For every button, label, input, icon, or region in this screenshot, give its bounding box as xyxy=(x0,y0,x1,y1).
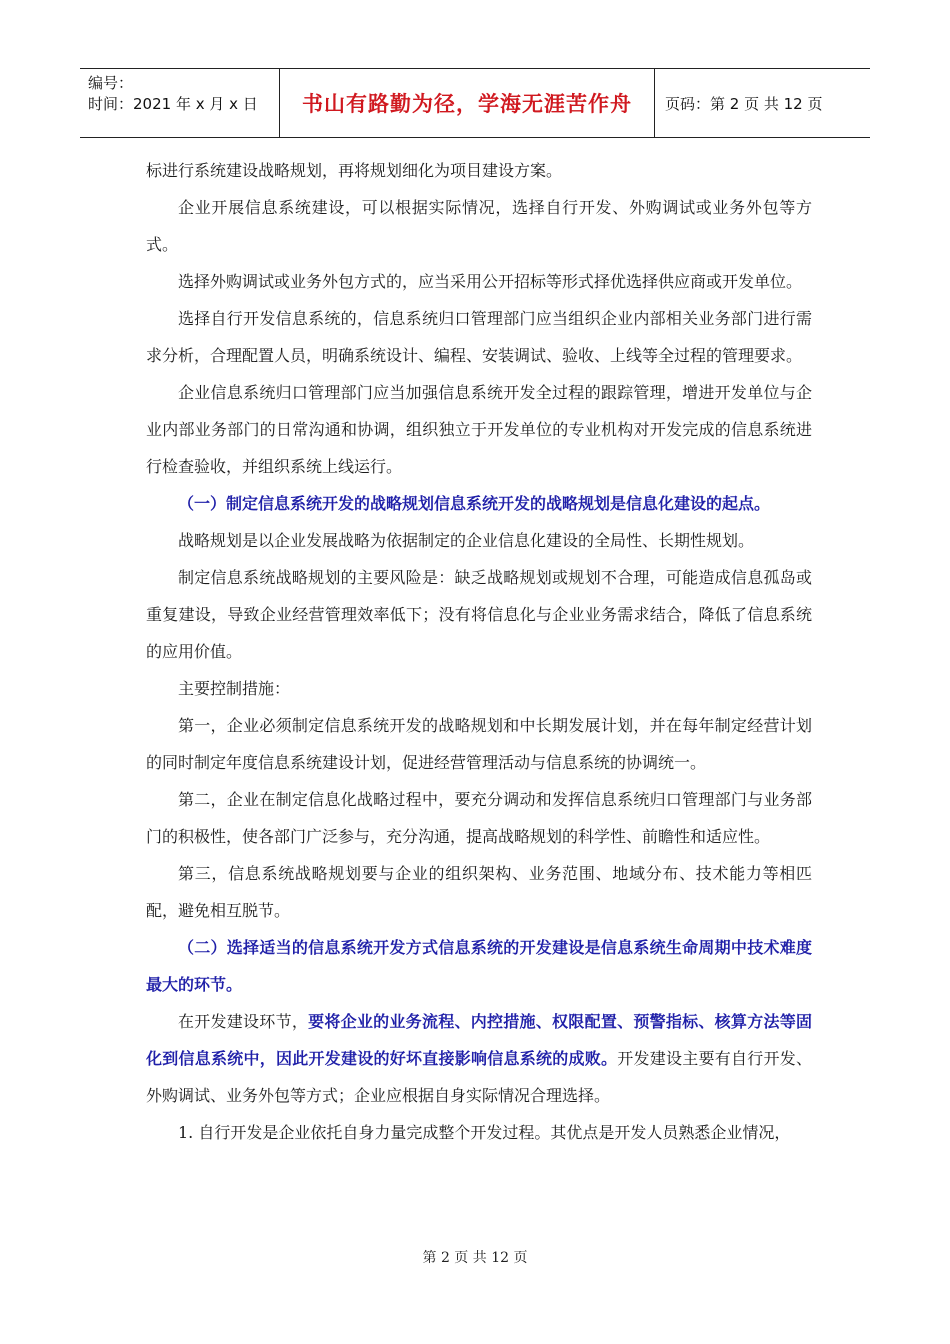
paragraph: 选择外购调试或业务外包方式的，应当采用公开招标等形式择优选择供应商或开发单位。 xyxy=(178,272,803,291)
paragraph xyxy=(146,1003,812,1114)
motto: 书山有路勤为径，学海无涯苦作舟 xyxy=(280,69,655,137)
time-label: 时间：2021 年 x 月 x 日 xyxy=(88,95,258,113)
header-table xyxy=(80,68,870,138)
paragraph: 企业信息系统归口管理部门应当加强信息系统开发全过程的跟踪管理，增进开发单位与企业内部业务部门的日常沟通和协调，组织独立于开发单位的专业机构对开发完成的信息系统进行检查验收，并组织系统上线运行。 xyxy=(146,383,812,476)
emphasis-text: 要将企业的业务流程、内控措施、权限配置、预警指标、核算方法等固化到信息系统中，因此开发建设的好坏直接影响信息系统的成败。 xyxy=(146,1012,812,1068)
paragraph: 标进行系统建设战略规划，再将规划细化为项目建设方案。 xyxy=(146,161,563,180)
header-left-cell xyxy=(80,69,280,137)
paragraph: 1. 自行开发是企业依托自身力量完成整个开发过程。其优点是开发人员熟悉企业情况， xyxy=(178,1123,791,1142)
paragraph: 制定信息系统战略规划的主要风险是：缺乏战略规划或规划不合理，可能造成信息孤岛或重复建设，导致企业经营管理效率低下；没有将信息化与企业业务需求结合，降低了信息系统的应用价值。 xyxy=(146,568,812,661)
paragraph: 第三，信息系统战略规划要与企业的组织架构、业务范围、地域分布、技术能力等相匹配，避免相互脱节。 xyxy=(146,864,812,920)
paragraph-part: 开发建设主要有自行开发、外购调试、业务外包等方式；企业应根据自身实际情况合理选择。 xyxy=(146,1049,812,1105)
paragraph: 主要控制措施： xyxy=(178,679,291,698)
page-info: 页码：第 2 页 共 12 页 xyxy=(665,94,823,113)
paragraph-part: 在开发建设环节， xyxy=(178,1012,309,1031)
paragraph: 第一，企业必须制定信息系统开发的战略规划和中长期发展计划，并在每年制定经营计划的同时制定年度信息系统建设计划，促进经营管理活动与信息系统的协调统一。 xyxy=(146,716,812,772)
page-footer: 第 2 页 共 12 页 xyxy=(422,1250,528,1266)
paragraph: 战略规划是以企业发展战略为依据制定的企业信息化建设的全局性、长期性规划。 xyxy=(178,531,755,550)
paragraph: 第二，企业在制定信息化战略过程中，要充分调动和发挥信息系统归口管理部门与业务部门的积极性，使各部门广泛参与，充分沟通，提高战略规划的科学性、前瞻性和适应性。 xyxy=(146,790,812,846)
paragraph: 选择自行开发信息系统的，信息系统归口管理部门应当组织企业内部相关业务部门进行需求分析，合理配置人员，明确系统设计、编程、安装调试、验收、上线等全过程的管理要求。 xyxy=(146,309,812,365)
document-body xyxy=(146,152,812,1151)
section-heading: （一）制定信息系统开发的战略规划信息系统开发的战略规划是信息化建设的起点。 xyxy=(178,494,771,513)
number-label: 编号： xyxy=(88,74,134,92)
paragraph: 企业开展信息系统建设，可以根据实际情况，选择自行开发、外购调试或业务外包等方式。 xyxy=(146,198,812,254)
section-heading: （二）选择适当的信息系统开发方式信息系统的开发建设是信息系统生命周期中技术难度最大的环节。 xyxy=(146,938,812,994)
